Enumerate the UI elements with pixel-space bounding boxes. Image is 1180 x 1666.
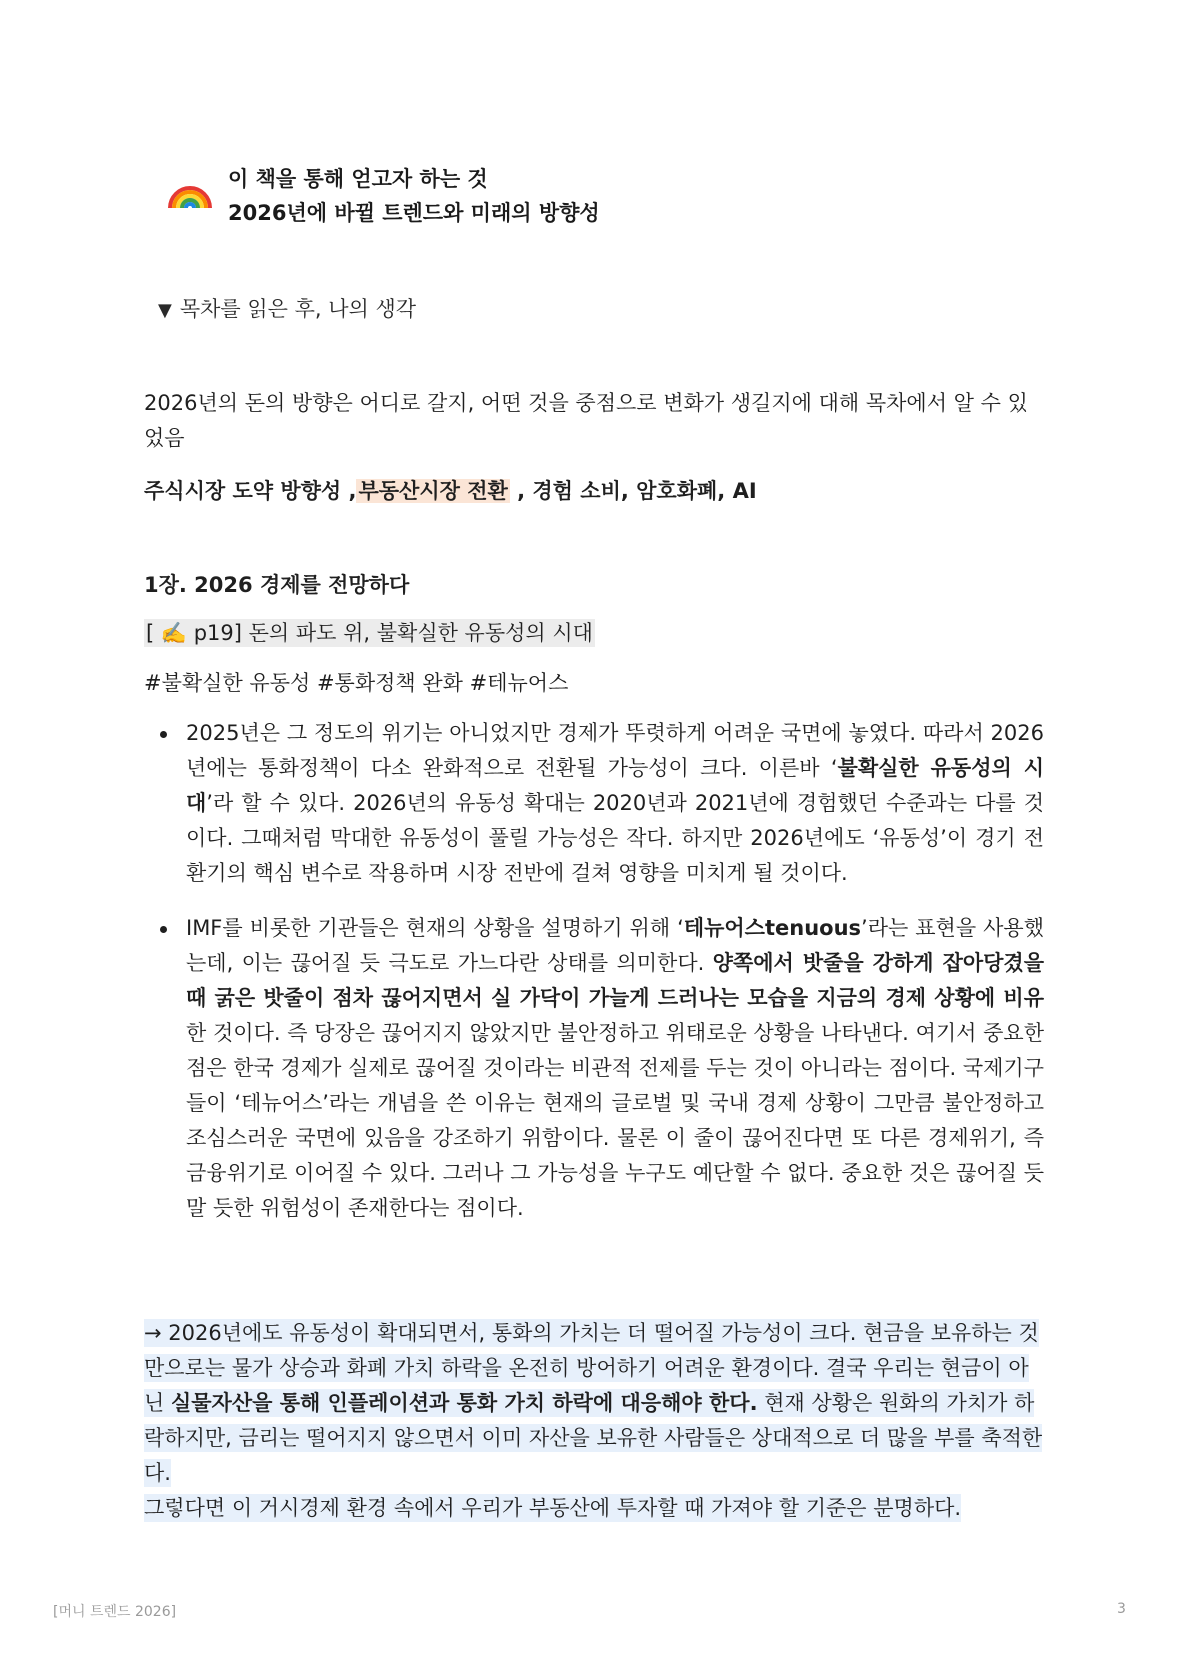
rainbow-icon xyxy=(166,166,214,210)
summary-text-2: 현재 상황은 원화의 가치가 하락하지만, 금리는 떨어지지 않으면서 이미 자산을 보유한 사람들은 상대적으로 더 많을 부를 축적한다. xyxy=(144,1391,1043,1485)
keywords-line xyxy=(144,474,1044,509)
summary-bold xyxy=(171,1389,758,1417)
bullet-2-text-2: ’라는 표현을 사용했는데, 이는 끊어질 듯 극도로 가느다란 상태를 의미한다. xyxy=(186,916,1044,975)
summary-text-1: → 2026년에도 유동성이 확대되면서, 통화의 가치는 더 떨어질 가능성이 크다. 현금을 보유하는 것만으로는 물가 상승과 화폐 가치 하락을 온전히 방어하기 어려운 환경이다. 결국 우리는 현금이 아닌 xyxy=(144,1321,1039,1415)
chapter-title: 1장. 2026 경제를 전망하다 xyxy=(144,573,410,597)
summary-bold-text: 실물자산을 통해 인플레이션과 통화 가치 하락에 대응해야 한다. xyxy=(170,1391,758,1415)
list-item xyxy=(144,911,1044,1226)
bullet-2-bold-1: 테뉴어스tenuous xyxy=(683,916,862,940)
quote-reference xyxy=(144,616,1044,651)
page-number: 3 xyxy=(1117,1601,1126,1617)
callout-line-1: 이 책을 통해 얻고자 하는 것 xyxy=(228,167,488,191)
footer-title: [머니 트렌드 2026] xyxy=(53,1604,177,1620)
keywords-part-2: , 경험 소비, 암호화폐, AI xyxy=(509,479,757,503)
intro-paragraph: 2026년의 돈의 방향은 어디로 갈지, 어떤 것을 중점으로 변화가 생길지에 대해 목차에서 알 수 있었음 xyxy=(144,391,1028,450)
toggle-triangle-icon[interactable]: ▼ xyxy=(158,300,172,321)
keywords-part-1: 주식시장 도약 방향성 , xyxy=(144,479,357,503)
bullet-1-bold-1: 불확실한 유동성의 시대 xyxy=(186,756,1044,815)
bullet-2-text-3: 한 것이다. 즉 당장은 끊어지지 않았지만 불안정하고 위태로운 상황을 나타낸다. 여기서 중요한 점은 한국 경제가 실제로 끊어질 것이라는 비관적 전제를 두는 것이 아니라는 점이다. 국제기구들이 ‘테뉴어스’라는 개념을 쓴 이유는 현재의 글로벌 및 국내 경제 상황이 그만큼 불안정하고 조심스러운 국면에 있음을 강조하기 위함이다. 물론 이 줄이 끊어진다면 또 다른 경제위기, 즉 금융위기로 이어질 수 있다. 그러나 그 가능성을 누구도 예단할 수 없다. 중요한 것은 끊어질 듯 말 듯한 위험성이 존재한다는 점이다. xyxy=(186,1021,1044,1220)
toggle-block[interactable] xyxy=(158,294,416,326)
summary-paragraph xyxy=(144,1316,1044,1526)
keywords-highlight: 부동산시장 전환 xyxy=(358,479,508,503)
list-item xyxy=(144,716,1044,891)
callout-text xyxy=(228,162,600,230)
bullet-1-text-2: ’라 할 수 있다. 2026년의 유동성 확대는 2020년과 2021년에 경험했던 수준과는 다를 것이다. 그때처럼 막대한 유동성이 풀릴 가능성은 작다. 하지만 2026년에도 ‘유동성’이 경기 전환기의 핵심 변수로 작용하며 시장 전반에 걸쳐 영향을 미치게 될 것이다. xyxy=(186,791,1044,885)
hashtags: #불확실한 유동성 #통화정책 완화 #테뉴어스 xyxy=(144,671,569,695)
callout-line-2: 2026년에 바뀔 트렌드와 미래의 방향성 xyxy=(228,201,600,225)
toggle-label: 목차를 읽은 후, 나의 생각 xyxy=(179,297,417,321)
bullet-2-bold-2: 양쪽에서 밧줄을 강하게 잡아당겼을 때 굵은 밧줄이 점차 끊어지면서 실 가닥이 가늘게 드러나는 모습을 지금의 경제 상황에 비유 xyxy=(186,951,1044,1010)
bullet-2-text-1: IMF를 비롯한 기관들은 현재의 상황을 설명하기 위해 ‘ xyxy=(186,916,684,940)
bullet-1-text-1: 2025년은 그 정도의 위기는 아니었지만 경제가 뚜렷하게 어려운 국면에 놓였다. 따라서 2026년에는 통화정책이 다소 완화적으로 전환될 가능성이 크다. 이른바 ‘ xyxy=(186,721,1044,780)
summary-text-3: 그렇다면 이 거시경제 환경 속에서 우리가 부동산에 투자할 때 가져야 할 기준은 분명하다. xyxy=(144,1496,962,1520)
callout-block xyxy=(166,162,600,230)
quote-reference-text: [ ✍️ p19] 돈의 파도 위, 불확실한 유동성의 시대 xyxy=(146,621,593,645)
bullet-list xyxy=(144,716,1044,1246)
